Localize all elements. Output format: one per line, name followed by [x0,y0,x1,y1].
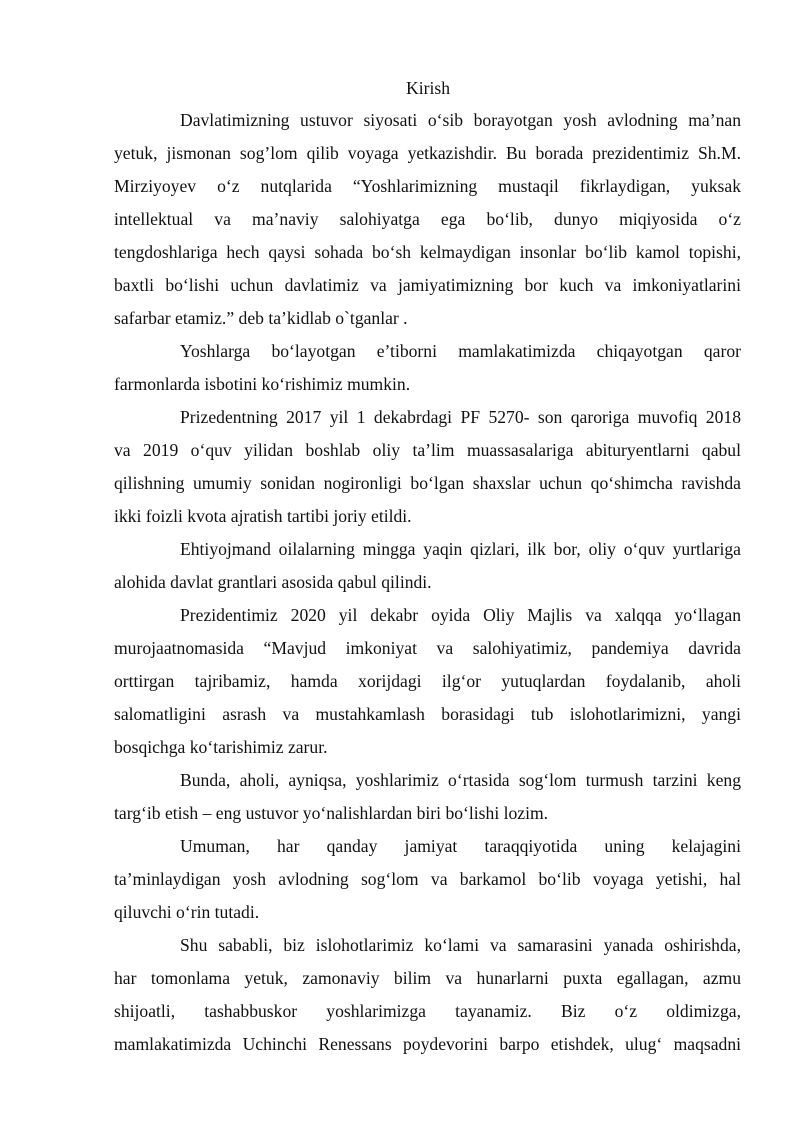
text-line: shijoatli, tashabbuskor yoshlarimizga tayanamiz. Biz o‘z oldimizga, [114,1001,741,1021]
document-title: Kirish [406,78,450,98]
text-line: mamlakatimizda Uchinchi Renessans poydevorini barpo etishdek, ulug‘ maqsadni [114,1034,741,1054]
text-line: bosqichga ko‘tarishimiz zarur. [114,737,328,757]
text-line: ta’minlaydigan yosh avlodning sog‘lom va barkamol bo‘lib voyaga yetishi, hal [114,869,741,889]
text-line: yetuk, jismonan sog’lom qilib voyaga yetkazishdir. Bu borada prezidentimiz Sh.M. [114,143,741,163]
text-line: farmonlarda isbotini ko‘rishimiz mumkin. [114,374,411,394]
text-line: Umuman, har qanday jamiyat taraqqiyotida uning kelajagini [180,836,741,856]
text-line: alohida davlat grantlari asosida qabul qilindi. [114,572,432,592]
text-line: Bunda, aholi, ayniqsa, yoshlarimiz o‘rtasida sog‘lom turmush tarzini keng [180,770,741,790]
text-line: intellektual va ma’naviy salohiyatga ega bo‘lib, dunyo miqiyosida o‘z [114,209,741,229]
text-line: qiluvchi o‘rin tutadi. [114,902,260,922]
text-line: safarbar etamiz.” deb ta’kidlab o`tganlar . [114,308,408,328]
text-line: murojaatnomasida “Mavjud imkoniyat va salohiyatimiz, pandemiya davrida [114,638,741,658]
text-line: Davlatimizning ustuvor siyosati o‘sib borayotgan yosh avlodning ma’nan [180,110,741,130]
text-line: tengdoshlariga hech qaysi sohada bo‘sh kelmaydigan insonlar bo‘lib kamol topishi, [114,242,741,262]
text-line: va 2019 o‘quv yilidan boshlab oliy ta’lim muassasalariga abituryentlarni qabul [114,440,741,460]
text-line: salomatligini asrash va mustahkamlash borasidagi tub islohotlarimizni, yangi [114,704,741,724]
text-line: har tomonlama yetuk, zamonaviy bilim va hunarlarni puxta egallagan, azmu [114,968,741,988]
text-line: Yoshlarga bo‘layotgan e’tiborni mamlakatimizda chiqayotgan qaror [180,341,741,361]
text-line: Prizedentning 2017 yil 1 dekabrdagi PF 5270- son qaroriga muvofiq 2018 [180,407,741,427]
text-line: ikki foizli kvota ajratish tartibi joriy etildi. [114,506,412,526]
text-line: orttirgan tajribamiz, hamda xorijdagi ilg‘or yutuqlardan foydalanib, aholi [114,671,741,691]
text-line: targ‘ib etish – eng ustuvor yo‘nalishlardan biri bo‘lishi lozim. [114,803,549,823]
text-line: Mirziyoyev o‘z nutqlarida “Yoshlarimizning mustaqil fikrlaydigan, yuksak [114,176,741,196]
text-line: baxtli bo‘lishi uchun davlatimiz va jamiyatimizning bor kuch va imkoniyatlarini [114,275,741,295]
text-line: Prezidentimiz 2020 yil dekabr oyida Oliy Majlis va xalqqa yo‘llagan [180,605,741,625]
text-line: qilishning umumiy sonidan nogironligi bo‘lgan shaxslar uchun qo‘shimcha ravishda [114,473,741,493]
text-line: Shu sababli, biz islohotlarimiz ko‘lami va samarasini yanada oshirishda, [180,935,741,955]
text-line: Ehtiyojmand oilalarning mingga yaqin qizlari, ilk bor, oliy o‘quv yurtlariga [180,539,741,559]
